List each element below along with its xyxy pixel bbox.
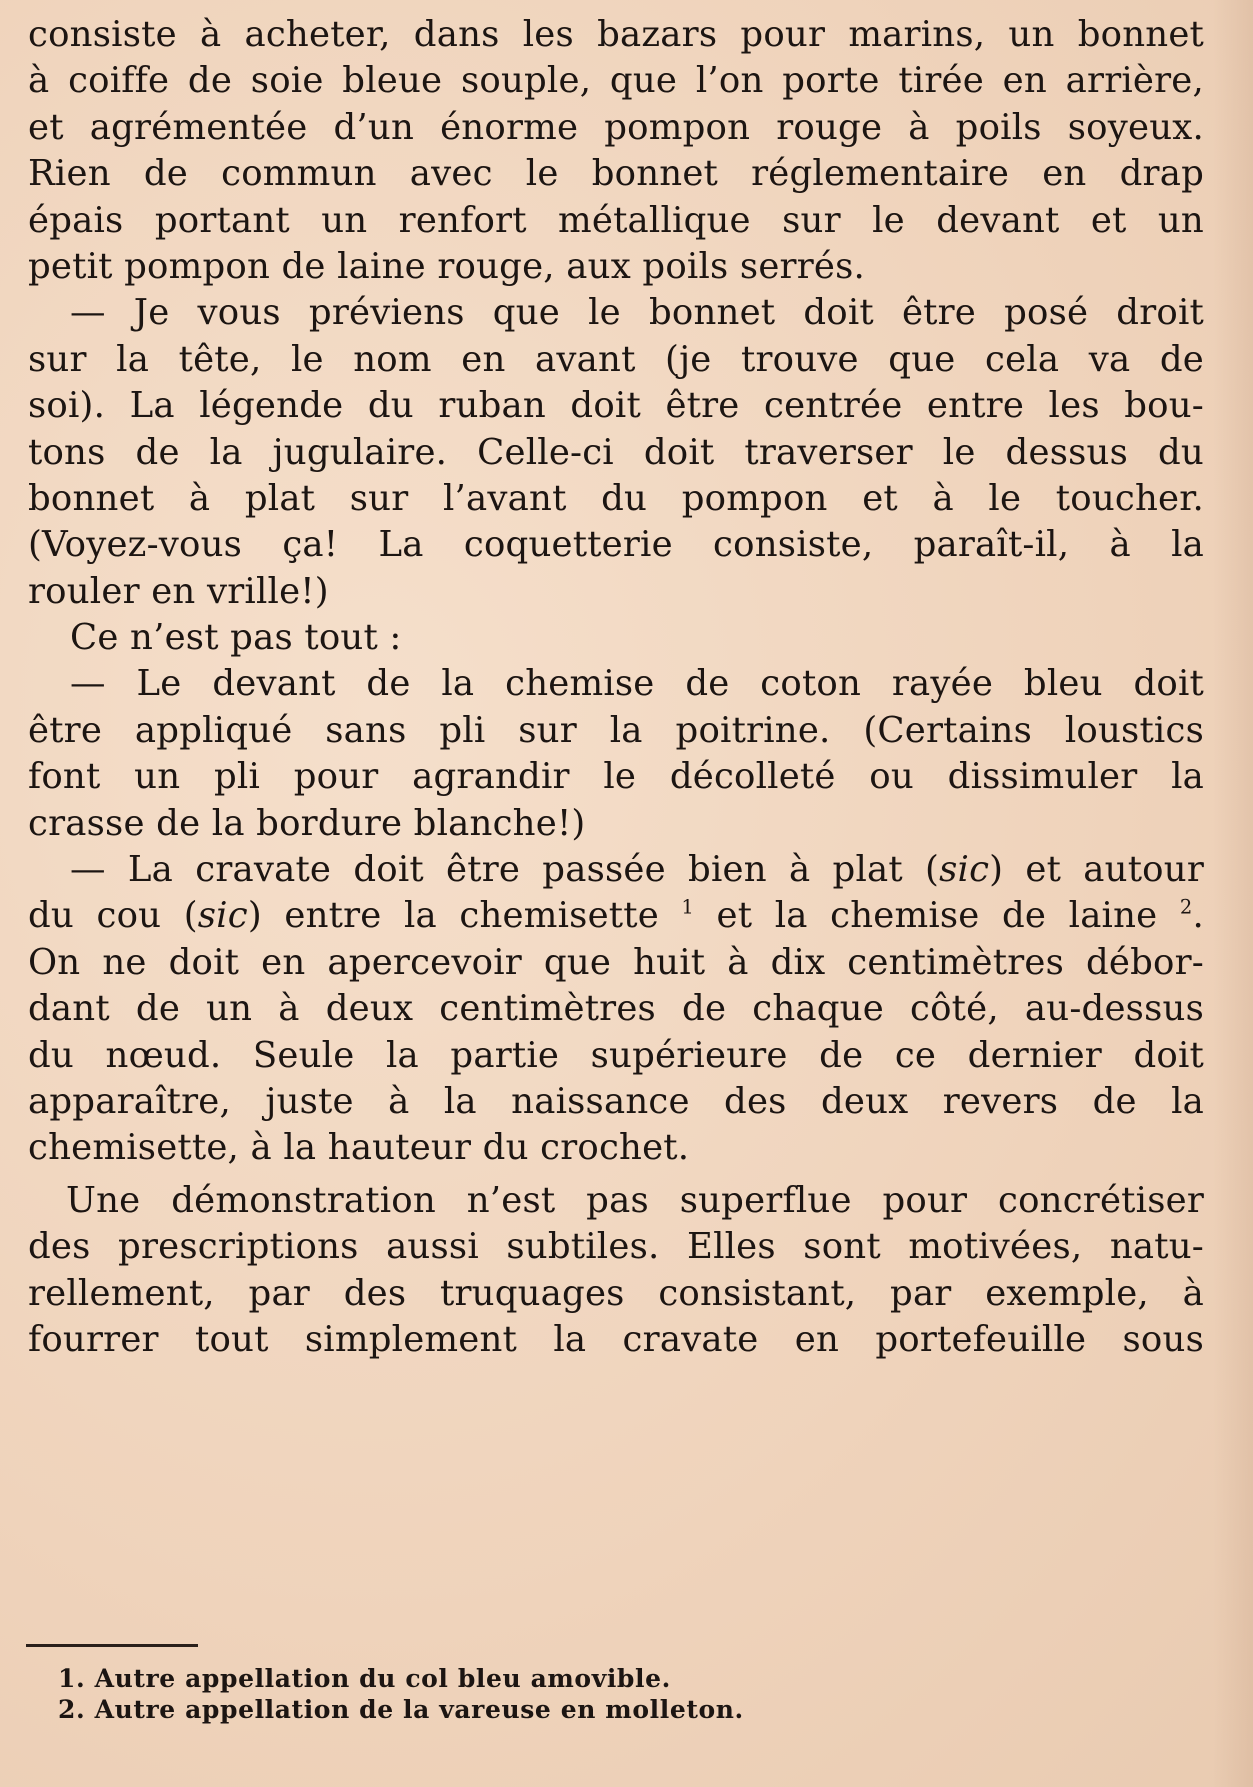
text-line: font un pli pour agrandir le décolleté ou dissimuler la <box>28 756 1204 798</box>
text-line <box>28 847 1204 893</box>
text-line: bonnet à plat sur l’avant du pompon et à le toucher. <box>28 477 1204 519</box>
sic-italic: sic <box>939 849 990 891</box>
footnote-separator-rule <box>26 1644 198 1647</box>
text-line: du nœud. Seule la partie supérieure de ce dernier doit <box>28 1034 1204 1076</box>
text-line: rouler en vrille!) <box>28 570 329 612</box>
paragraph-shirt-rules <box>28 661 1204 847</box>
text-line: petit pompon de laine rouge, aux poils serrés. <box>28 245 865 287</box>
text-line: Rien de commun avec le bonnet réglementaire en drap <box>28 153 1204 195</box>
page-edge-shadow <box>1213 0 1253 1787</box>
text-segment: et la chemise de laine <box>694 895 1180 937</box>
text-segment: . <box>1192 895 1205 937</box>
text-line: (Voyez-vous ça! La coquetterie consiste, paraît-il, à la <box>28 524 1204 566</box>
paragraph-bonnet-description <box>28 12 1204 290</box>
sic-italic: sic <box>197 895 248 937</box>
text-segment: ) et autour <box>989 849 1204 891</box>
text-line: apparaître, juste à la naissance des deux revers de la <box>28 1080 1204 1122</box>
paragraph-transition <box>28 615 1204 661</box>
footnote-1: 1. Autre appellation du col bleu amovible. <box>58 1664 671 1693</box>
text-line: soi). La légende du ruban doit être centrée entre les bou- <box>28 385 1204 427</box>
paragraph-tie-rules <box>28 847 1204 1172</box>
text-line: crasse de la bordure blanche!) <box>28 802 586 844</box>
text-line: Ce n’est pas tout : <box>70 617 402 659</box>
text-line: — Je vous préviens que le bonnet doit être posé droit <box>70 292 1204 334</box>
paragraph-bonnet-rules <box>28 290 1204 615</box>
text-line: sur la tête, le nom en avant (je trouve que cela va de <box>28 338 1204 380</box>
text-segment: ) entre la chemisette <box>247 895 682 937</box>
text-line: épais portant un renfort métallique sur le devant et un <box>28 199 1204 241</box>
text-line: à coiffe de soie bleue souple, que l’on porte tirée en arrière, <box>28 60 1204 102</box>
text-line: des prescriptions aussi subtiles. Elles sont motivées, natu- <box>28 1226 1204 1268</box>
footnotes <box>58 1663 744 1725</box>
text-line: fourrer tout simplement la cravate en portefeuille sous <box>28 1318 1204 1360</box>
footnote-ref-1[interactable]: 1 <box>681 895 695 919</box>
text-line: dant de un à deux centimètres de chaque côté, au-dessus <box>28 988 1204 1030</box>
text-line: consiste à acheter, dans les bazars pour marins, un bonnet <box>28 14 1204 55</box>
text-line: rellement, par des truquages consistant, par exemple, à <box>28 1272 1204 1314</box>
text-line <box>28 893 1204 939</box>
text-line: chemisette, à la hauteur du crochet. <box>28 1127 690 1169</box>
book-page-body <box>28 12 1204 1363</box>
text-line: et agrémentée d’un énorme pompon rouge à poils soyeux. <box>28 106 1204 148</box>
footnote-ref-2[interactable]: 2 <box>1179 895 1193 919</box>
footnote-2: 2. Autre appellation de la vareuse en molleton. <box>58 1695 744 1724</box>
text-line: On ne doit en apercevoir que huit à dix centimètres débor- <box>28 941 1204 983</box>
text-line: tons de la jugulaire. Celle-ci doit traverser le dessus du <box>28 431 1204 473</box>
paragraph-demonstration <box>28 1178 1204 1364</box>
text-segment: — La cravate doit être passée bien à plat ( <box>70 849 940 891</box>
text-segment: du cou ( <box>28 895 198 937</box>
text-line: être appliqué sans pli sur la poitrine. (Certains loustics <box>28 709 1204 751</box>
text-line: Une démonstration n’est pas superflue pour concrétiser <box>66 1179 1204 1221</box>
text-line: — Le devant de la chemise de coton rayée bleu doit <box>70 663 1204 705</box>
